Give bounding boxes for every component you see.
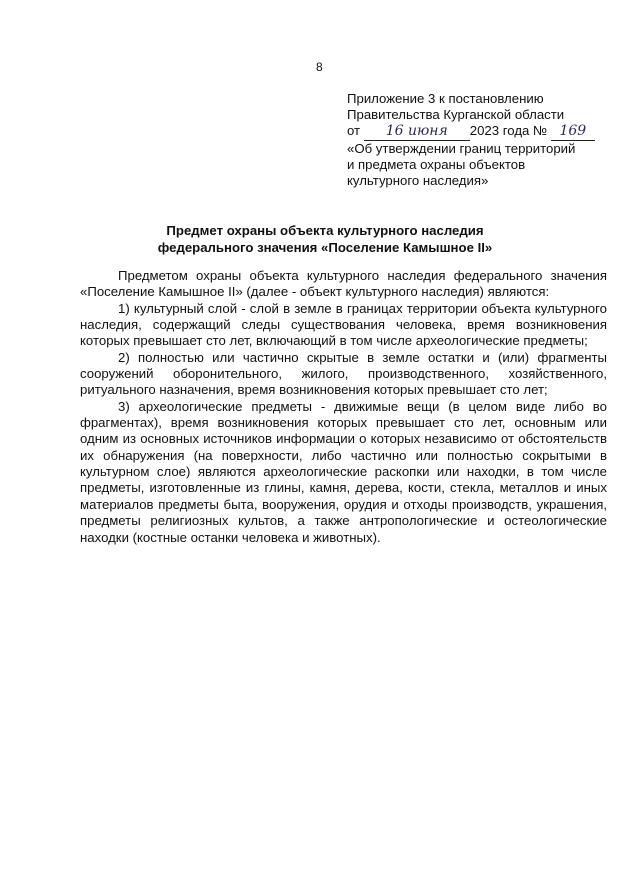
page-number: 8: [316, 60, 323, 74]
handwritten-number: 169: [551, 123, 595, 140]
from-prefix: от: [347, 123, 361, 139]
paragraph-item-1: 1) культурный слой - слой в земле в границах территории объекта культурного наследия, содержащий следы существования человека, время возникновения которых превышает сто лет, включающий в том числе археологические предметы;: [80, 300, 607, 349]
appendix-header: [347, 91, 607, 189]
title-line: федерального значения «Поселение Камышное II»: [157, 240, 493, 255]
appendix-line: Правительства Курганской области: [347, 107, 565, 123]
document-title: [80, 222, 570, 256]
appendix-line: Приложение 3 к постановлению: [347, 91, 544, 106]
appendix-line: «Об утверждении границ территорий: [347, 140, 576, 156]
title-line: Предмет охраны объекта культурного наследия: [166, 223, 484, 238]
year-text: 2023 года №: [469, 123, 548, 139]
appendix-line: культурного наследия»: [347, 173, 489, 189]
paragraph-item-2: 2) полностью или частично скрытые в земле остатки и (или) фрагменты сооружений оборонительного, жилого, производственного, хозяйственного, ритуального назначения, время возникновения которых превышает сто лет;: [80, 349, 607, 398]
paragraph-intro: Предметом охраны объекта культурного наследия федерального значения «Поселение Камышное II» (далее - объект культурного наследия) являются:: [80, 268, 607, 300]
appendix-date-line: [347, 123, 607, 140]
appendix-line: и предмета охраны объектов: [347, 156, 526, 172]
handwritten-date: 16 июня: [364, 123, 470, 140]
paragraph-item-3: 3) археологические предметы - движимые вещи (в целом виде либо во фрагментах), время возникновения которых превышает сто лет, основным или одним из основных источников информации о которых независимо от обстоятельств их обнаружения (на поверхности, либо частично или полностью сокрытыми в культурном слое) являются археологические раскопки или находки, в том числе предметы, изготовленные из глины, камня, дерева, кости, стекла, металлов и иных материалов предметы быта, вооружения, орудия и отходы производств, украшения, предметы религиозных культов, а также антропологические и остеологические находки (костные останки человека и животных).: [80, 398, 607, 545]
document-body: [80, 268, 607, 546]
